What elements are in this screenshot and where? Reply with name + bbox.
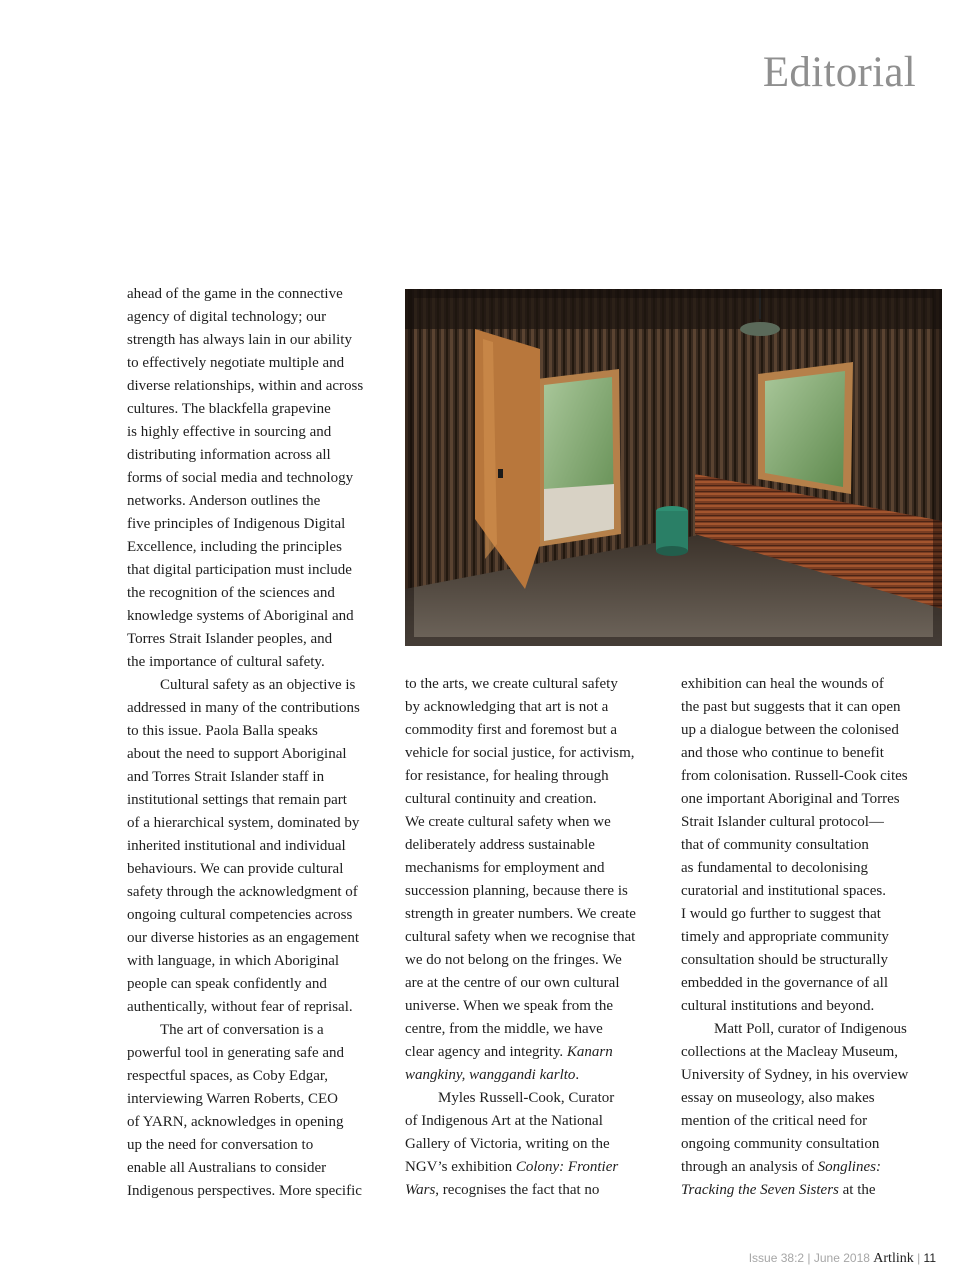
paragraph: ahead of the game in the connective agency of digital technology; our strength has always lain in our ability to effectively negotiate multiple and diverse relationships, within and across cultures. The blackfella grapevine is highly effective in sourcing and distributing information across all forms of social media and technology networks. Anderson outlines the five principles of Indigenous Digital Excellence, including the principles that digital participation must include the recognition of the sciences and knowledge systems of Aboriginal and Torres Strait Islander peoples, and the importance of cultural safety. — [127, 286, 364, 670]
issue-date: June 2018 — [813, 1251, 870, 1265]
paragraph: Myles Russell-Cook, Curator of Indigenous Art at the National Gallery of Victoria, writing on the NGV’s exhibition Colony: Frontier Wars, recognises the fact that no — [405, 1090, 619, 1198]
paragraph: The art of conversation is a powerful tool in generating safe and respectful spaces, as Coby Edgar, interviewing Warren Roberts, CEO of YARN, acknowledges in opening up the need for conversation to enable all Australians to consider Indigenous perspectives. More specific — [127, 1022, 362, 1199]
feature-photo — [405, 289, 942, 646]
page-footer — [749, 1251, 936, 1267]
section-title: Editorial — [762, 49, 916, 96]
magazine-brand: Artlink — [873, 1251, 914, 1266]
issue-number: Issue 38:2 — [748, 1251, 805, 1265]
footer-separator: | — [804, 1251, 814, 1265]
paragraph: to the arts, we create cultural safety by acknowledging that art is not a commodity first and foremost but a vehicle for social justice, for activism, for resistance, for healing through cultural continuity and creation. We create cultural safety when we deliberately address sustainable mechanisms for employment and succession planning, because there is strength in greater numbers. We create cultural safety when we recognise that we do not belong on the fringes. We are at the centre of our own cultural universe. When we speak from the centre, from the middle, we have clear agency and integrity. Kanarn wangkiny, wanggandi karlto. — [405, 676, 636, 1083]
paragraph: Cultural safety as an objective is addressed in many of the contributions to this issue. Paola Balla speaks about the need to support Aboriginal and Torres Strait Islander staff in institutional settings that remain part of a hierarchical system, dominated by inherited institutional and individual behaviours. We can provide cultural safety through the acknowledgment of ongoing cultural competencies across our diverse histories as an engagement with language, in which Aboriginal people can speak confidently and authentically, without fear of reprisal. — [127, 677, 360, 1015]
text-column-3 — [681, 673, 943, 1202]
paragraph: Matt Poll, curator of Indigenous collections at the Macleay Museum, University of Sydney, in his overview essay on museology, also makes mention of the critical need for ongoing community consultation through an analysis of Songlines: Tracking the Seven Sisters at the — [681, 1021, 909, 1198]
paragraph: exhibition can heal the wounds of the past but suggests that it can open up a dialogue between the colonised and those who continue to benefit from colonisation. Russell-Cook cites one important Aboriginal and Torres Strait Islander cultural protocol— that of community consultation as fundamental to decolonising curatorial and institutional spaces. I would go further to suggest that timely and appropriate community consultation should be structurally embedded in the governance of all cultural institutions and beyond. — [681, 676, 908, 1014]
photo-corrugated-iron-hut-interior — [405, 289, 942, 646]
text-column-1 — [127, 283, 389, 1203]
page-number: 11 — [923, 1251, 936, 1265]
footer-separator: | — [913, 1251, 924, 1265]
text-column-2 — [405, 673, 667, 1202]
